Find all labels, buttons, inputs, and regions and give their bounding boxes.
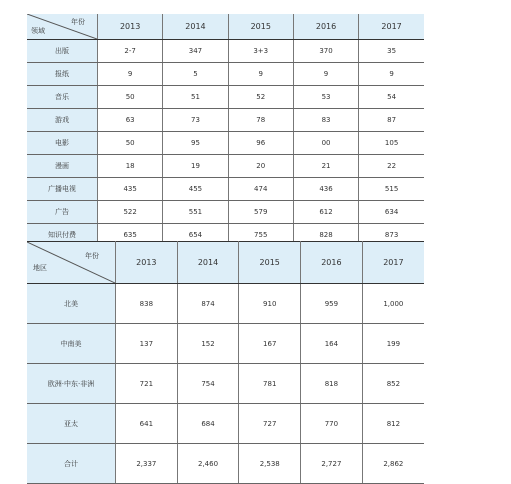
table-cell: 873 xyxy=(359,224,424,247)
table-cell: 727 xyxy=(239,404,301,444)
table-cell: 87 xyxy=(359,109,424,132)
corner-field-label: 领域 xyxy=(31,27,45,35)
table-row xyxy=(27,404,424,444)
table-cell: 2,727 xyxy=(301,444,363,484)
table-row xyxy=(27,132,424,155)
table-cell: 199 xyxy=(362,324,424,364)
table-cell: 5 xyxy=(163,63,228,86)
table-cell: 137 xyxy=(116,324,178,364)
table-cell: 641 xyxy=(116,404,178,444)
corner-year-label: 年份 xyxy=(71,18,85,26)
table-header-row xyxy=(27,242,424,284)
table-cell: 164 xyxy=(301,324,363,364)
table-cell: 436 xyxy=(293,178,358,201)
table-cell: 474 xyxy=(228,178,293,201)
table-cell: 9 xyxy=(293,63,358,86)
table-header-row xyxy=(27,14,424,40)
table-row xyxy=(27,63,424,86)
corner-header-cell xyxy=(27,14,98,40)
table-cell: 3+3 xyxy=(228,40,293,63)
table-cell: 22 xyxy=(359,155,424,178)
table-cell: 21 xyxy=(293,155,358,178)
row-label: 广告 xyxy=(27,201,98,224)
year-header: 2013 xyxy=(98,14,163,40)
table-cell: 370 xyxy=(293,40,358,63)
table-cell: 852 xyxy=(362,364,424,404)
table-cell: 18 xyxy=(98,155,163,178)
table-cell: 54 xyxy=(359,86,424,109)
row-label: 游戏 xyxy=(27,109,98,132)
table-cell: 9 xyxy=(98,63,163,86)
row-label: 北美 xyxy=(27,284,116,324)
table-cell: 19 xyxy=(163,155,228,178)
corner-header-cell xyxy=(27,242,116,284)
table-cell: 812 xyxy=(362,404,424,444)
table-cell: 2-7 xyxy=(98,40,163,63)
table-row xyxy=(27,40,424,63)
table-cell: 654 xyxy=(163,224,228,247)
table-cell: 522 xyxy=(98,201,163,224)
table-cell: 347 xyxy=(163,40,228,63)
year-header: 2014 xyxy=(177,242,239,284)
table-cell: 167 xyxy=(239,324,301,364)
table-cell: 95 xyxy=(163,132,228,155)
table-cell: 781 xyxy=(239,364,301,404)
table-row xyxy=(27,364,424,404)
table-cell: 20 xyxy=(228,155,293,178)
row-label: 漫画 xyxy=(27,155,98,178)
table-cell: 9 xyxy=(359,63,424,86)
table-cell: 515 xyxy=(359,178,424,201)
table-cell: 721 xyxy=(116,364,178,404)
table-cell: 63 xyxy=(98,109,163,132)
table-cell: 00 xyxy=(293,132,358,155)
table-row xyxy=(27,86,424,109)
table-cell: 2,538 xyxy=(239,444,301,484)
media-revenue-table xyxy=(27,14,424,247)
table-cell: 455 xyxy=(163,178,228,201)
table-cell: 838 xyxy=(116,284,178,324)
table-cell: 2,460 xyxy=(177,444,239,484)
table-cell: 874 xyxy=(177,284,239,324)
table-cell: 1,000 xyxy=(362,284,424,324)
table-cell: 818 xyxy=(301,364,363,404)
year-header: 2016 xyxy=(301,242,363,284)
corner-region-label: 地区 xyxy=(33,264,47,272)
table-cell: 754 xyxy=(177,364,239,404)
table-cell: 2,862 xyxy=(362,444,424,484)
year-header: 2013 xyxy=(116,242,178,284)
table-cell: 53 xyxy=(293,86,358,109)
table-cell: 910 xyxy=(239,284,301,324)
year-header: 2016 xyxy=(293,14,358,40)
table-cell: 9 xyxy=(228,63,293,86)
year-header: 2014 xyxy=(163,14,228,40)
year-header: 2015 xyxy=(239,242,301,284)
table-cell: 551 xyxy=(163,201,228,224)
year-header: 2017 xyxy=(359,14,424,40)
table-cell: 73 xyxy=(163,109,228,132)
table-cell: 435 xyxy=(98,178,163,201)
regional-revenue-table xyxy=(27,241,424,484)
table-row xyxy=(27,178,424,201)
corner-year-label: 年份 xyxy=(85,252,99,260)
row-label: 报纸 xyxy=(27,63,98,86)
table-row xyxy=(27,109,424,132)
year-header: 2017 xyxy=(362,242,424,284)
table-cell: 634 xyxy=(359,201,424,224)
table-cell: 152 xyxy=(177,324,239,364)
table-row xyxy=(27,284,424,324)
table-cell: 828 xyxy=(293,224,358,247)
table-cell: 50 xyxy=(98,86,163,109)
row-label: 电影 xyxy=(27,132,98,155)
table-cell: 35 xyxy=(359,40,424,63)
table-cell: 78 xyxy=(228,109,293,132)
row-label: 欧洲·中东·非洲 xyxy=(27,364,116,404)
table-cell: 684 xyxy=(177,404,239,444)
year-header: 2015 xyxy=(228,14,293,40)
table-cell: 52 xyxy=(228,86,293,109)
row-label: 中南美 xyxy=(27,324,116,364)
table-row xyxy=(27,201,424,224)
table-cell: 83 xyxy=(293,109,358,132)
table-cell: 96 xyxy=(228,132,293,155)
table-cell: 50 xyxy=(98,132,163,155)
row-label: 广播电视 xyxy=(27,178,98,201)
row-label: 合计 xyxy=(27,444,116,484)
row-label: 出版 xyxy=(27,40,98,63)
row-label: 音乐 xyxy=(27,86,98,109)
table-row xyxy=(27,444,424,484)
table-cell: 755 xyxy=(228,224,293,247)
table-row xyxy=(27,324,424,364)
table-cell: 105 xyxy=(359,132,424,155)
row-label: 亚太 xyxy=(27,404,116,444)
table-row xyxy=(27,155,424,178)
table-cell: 612 xyxy=(293,201,358,224)
table-cell: 51 xyxy=(163,86,228,109)
table-cell: 579 xyxy=(228,201,293,224)
row-label: 知识付费 xyxy=(27,224,98,247)
table-cell: 2,337 xyxy=(116,444,178,484)
table-cell: 770 xyxy=(301,404,363,444)
table-cell: 635 xyxy=(98,224,163,247)
table-cell: 959 xyxy=(301,284,363,324)
